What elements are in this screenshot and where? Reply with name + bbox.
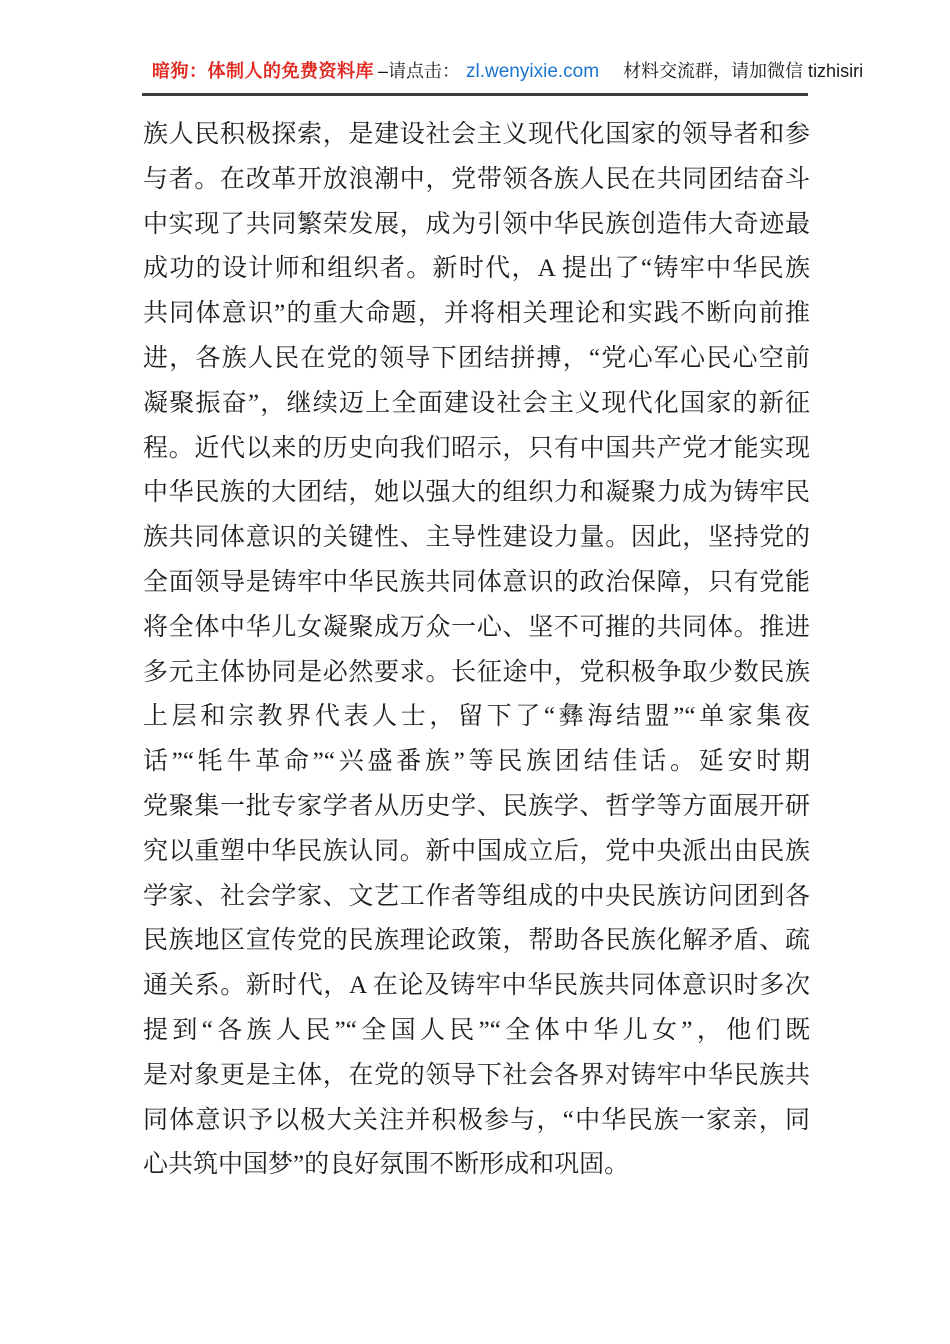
body-line: 民族地区宣传党的民族理论政策，帮助各民族化解矛盾、疏	[143, 927, 810, 955]
body-line: 全面领导是铸牢中华民族共同体意识的政治保障，只有党能	[143, 568, 810, 596]
body-line: 进，各族人民在党的领导下团结拼搏，“党心军心民心空前	[143, 344, 810, 372]
body-line: 心共筑中国梦”的良好氛围不断形成和巩固。	[143, 1151, 630, 1179]
body-line: 话”“牦牛革命”“兴盛番族”等民族团结佳话。延安时期	[143, 748, 810, 776]
body-line: 将全体中华儿女凝聚成万众一心、坚不可摧的共同体。推进	[143, 613, 810, 641]
body-line: 学家、社会学家、文艺工作者等组成的中央民族访问团到各	[143, 882, 810, 910]
document-body	[143, 113, 810, 1188]
body-line: 共同体意识”的重大命题，并将相关理论和实践不断向前推	[143, 300, 810, 328]
body-line: 程。近代以来的历史向我们昭示，只有中国共产党才能实现	[143, 434, 810, 462]
body-line: 中实现了共同繁荣发展，成为引领中华民族创造伟大奇迹最	[143, 210, 810, 238]
body-line: 党聚集一批专家学者从历史学、民族学、哲学等方面展开研	[143, 792, 810, 820]
body-line: 中华民族的大团结，她以强大的组织力和凝聚力成为铸牢民	[143, 479, 810, 507]
body-line: 究以重塑中华民族认同。新中国成立后，党中央派出由民族	[143, 837, 810, 865]
promo-header	[142, 58, 864, 96]
body-line: 通关系。新时代，A 在论及铸牢中华民族共同体意识时多次	[143, 972, 810, 1000]
brand-text: 暗狗：体制人的免费资料库	[152, 61, 374, 81]
body-line: 成功的设计师和组织者。新时代，A 提出了“铸牢中华民族	[143, 255, 810, 283]
body-line: 同体意识予以极大关注并积极参与，“中华民族一家亲，同	[143, 1106, 810, 1134]
body-line: 是对象更是主体，在党的领导下社会各界对铸牢中华民族共	[143, 1061, 810, 1089]
body-line: 族人民积极探索，是建设社会主义现代化国家的领导者和参	[143, 121, 810, 148]
body-line: 提到“各族人民”“全国人民”“全体中华儿女”，他们既	[143, 1016, 810, 1044]
wechat-group-note: 材料交流群，请加微信 tizhisiri	[623, 61, 864, 81]
click-prompt: –请点击：	[378, 61, 461, 81]
body-line: 多元主体协同是必然要求。长征途中，党积极争取少数民族	[143, 658, 810, 686]
site-link[interactable]: zl.wenyixie.com	[466, 61, 600, 82]
body-line: 族共同体意识的关键性、主导性建设力量。因此，坚持党的	[143, 524, 810, 552]
body-line: 上层和宗教界代表人士，留下了“彝海结盟”“单家集夜	[143, 703, 810, 731]
body-line: 凝聚振奋”，继续迈上全面建设社会主义现代化国家的新征	[143, 389, 810, 417]
body-line: 与者。在改革开放浪潮中，党带领各族人民在共同团结奋斗	[143, 165, 810, 193]
